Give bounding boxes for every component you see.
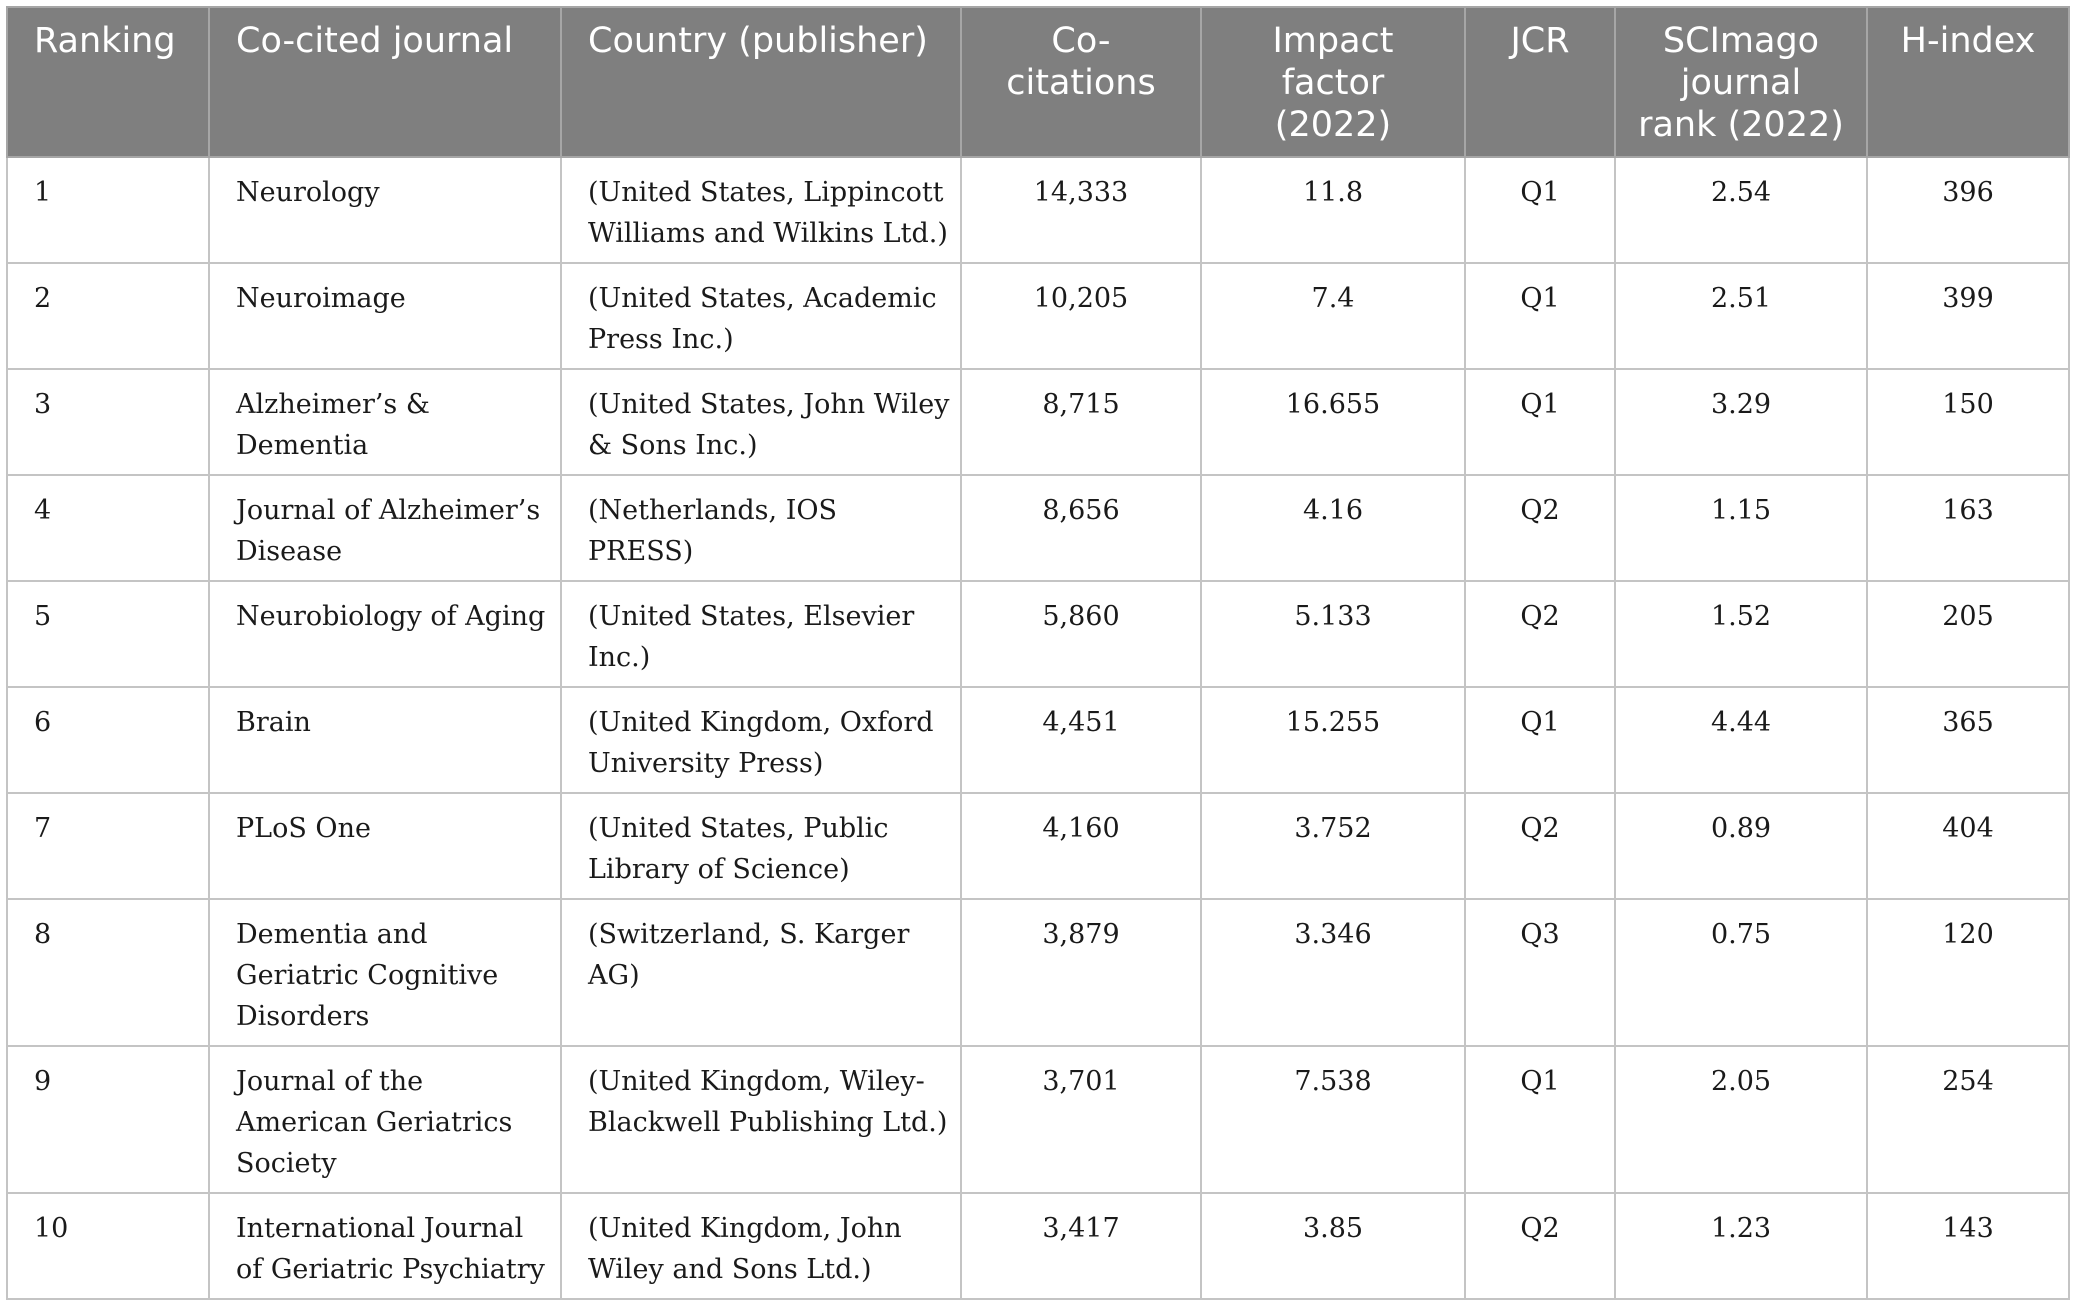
header-country: Country (publisher) (561, 7, 961, 157)
cell-journal: PLoS One (209, 793, 561, 899)
cell-ranking: 9 (7, 1046, 209, 1193)
header-cocitations: Co- citations (961, 7, 1201, 157)
table-row (7, 157, 2069, 263)
cell-ranking: 8 (7, 899, 209, 1046)
cell-jcr: Q1 (1465, 157, 1615, 263)
cell-jcr: Q1 (1465, 263, 1615, 369)
table-row (7, 1046, 2069, 1193)
cell-cocitations: 4,160 (961, 793, 1201, 899)
cell-hindex: 120 (1867, 899, 2069, 1046)
cell-sjr: 4.44 (1615, 687, 1867, 793)
cell-ranking: 2 (7, 263, 209, 369)
cell-impact-factor: 7.538 (1201, 1046, 1465, 1193)
header-jcr: JCR (1465, 7, 1615, 157)
cell-cocitations: 3,701 (961, 1046, 1201, 1193)
cell-hindex: 365 (1867, 687, 2069, 793)
cell-sjr: 2.51 (1615, 263, 1867, 369)
cell-impact-factor: 3.752 (1201, 793, 1465, 899)
cell-hindex: 150 (1867, 369, 2069, 475)
header-row (7, 7, 2069, 157)
cell-cocitations: 4,451 (961, 687, 1201, 793)
table-row (7, 369, 2069, 475)
cell-impact-factor: 3.85 (1201, 1193, 1465, 1299)
cell-hindex: 396 (1867, 157, 2069, 263)
table-row (7, 475, 2069, 581)
cell-country: (United Kingdom, John Wiley and Sons Ltd.) (561, 1193, 961, 1299)
cell-hindex: 205 (1867, 581, 2069, 687)
cell-impact-factor: 3.346 (1201, 899, 1465, 1046)
cell-journal: Journal of the American Geriatrics Society (209, 1046, 561, 1193)
cell-cocitations: 5,860 (961, 581, 1201, 687)
cell-hindex: 404 (1867, 793, 2069, 899)
table-row (7, 263, 2069, 369)
cell-ranking: 3 (7, 369, 209, 475)
cell-ranking: 6 (7, 687, 209, 793)
cell-ranking: 10 (7, 1193, 209, 1299)
cell-ranking: 4 (7, 475, 209, 581)
cell-journal: Neurobiology of Aging (209, 581, 561, 687)
cell-jcr: Q2 (1465, 475, 1615, 581)
cell-hindex: 163 (1867, 475, 2069, 581)
cell-cocitations: 8,656 (961, 475, 1201, 581)
cell-country: (United States, Lippincott Williams and Wilkins Ltd.) (561, 157, 961, 263)
table-row (7, 899, 2069, 1046)
cell-journal: Brain (209, 687, 561, 793)
cell-hindex: 143 (1867, 1193, 2069, 1299)
cell-country: (United Kingdom, Oxford University Press) (561, 687, 961, 793)
cell-country: (Netherlands, IOS PRESS) (561, 475, 961, 581)
cell-cocitations: 14,333 (961, 157, 1201, 263)
cell-jcr: Q1 (1465, 369, 1615, 475)
cell-sjr: 1.15 (1615, 475, 1867, 581)
cell-ranking: 1 (7, 157, 209, 263)
cell-impact-factor: 4.16 (1201, 475, 1465, 581)
header-ranking: Ranking (7, 7, 209, 157)
cell-sjr: 2.54 (1615, 157, 1867, 263)
cell-journal: Neurology (209, 157, 561, 263)
table-body (7, 157, 2069, 1299)
cell-impact-factor: 7.4 (1201, 263, 1465, 369)
header-journal: Co-cited journal (209, 7, 561, 157)
cell-jcr: Q3 (1465, 899, 1615, 1046)
cell-country: (United States, Academic Press Inc.) (561, 263, 961, 369)
cell-impact-factor: 5.133 (1201, 581, 1465, 687)
cell-journal: Journal of Alzheimer’s Disease (209, 475, 561, 581)
cell-country: (United States, Elsevier Inc.) (561, 581, 961, 687)
cell-impact-factor: 16.655 (1201, 369, 1465, 475)
cell-jcr: Q1 (1465, 1046, 1615, 1193)
table-row (7, 793, 2069, 899)
cell-cocitations: 10,205 (961, 263, 1201, 369)
cell-journal: Neuroimage (209, 263, 561, 369)
table-row (7, 1193, 2069, 1299)
header-impact-factor: Impact factor (2022) (1201, 7, 1465, 157)
cocited-journals-table (6, 6, 2070, 1300)
header-sjr: SCImago journal rank (2022) (1615, 7, 1867, 157)
cell-country: (Switzerland, S. Karger AG) (561, 899, 961, 1046)
header-hindex: H-index (1867, 7, 2069, 157)
cell-cocitations: 3,879 (961, 899, 1201, 1046)
cell-ranking: 7 (7, 793, 209, 899)
cell-jcr: Q2 (1465, 1193, 1615, 1299)
cell-sjr: 2.05 (1615, 1046, 1867, 1193)
cell-sjr: 0.75 (1615, 899, 1867, 1046)
cell-impact-factor: 11.8 (1201, 157, 1465, 263)
cell-journal: Alzheimer’s & Dementia (209, 369, 561, 475)
table-row (7, 581, 2069, 687)
cell-sjr: 3.29 (1615, 369, 1867, 475)
cell-country: (United Kingdom, Wiley-Blackwell Publishing Ltd.) (561, 1046, 961, 1193)
cell-country: (United States, John Wiley & Sons Inc.) (561, 369, 961, 475)
cell-country: (United States, Public Library of Science) (561, 793, 961, 899)
cell-journal: International Journal of Geriatric Psychiatry (209, 1193, 561, 1299)
cell-cocitations: 3,417 (961, 1193, 1201, 1299)
cell-sjr: 1.52 (1615, 581, 1867, 687)
cell-ranking: 5 (7, 581, 209, 687)
cell-jcr: Q2 (1465, 581, 1615, 687)
cell-sjr: 0.89 (1615, 793, 1867, 899)
cell-jcr: Q2 (1465, 793, 1615, 899)
cell-hindex: 254 (1867, 1046, 2069, 1193)
cell-impact-factor: 15.255 (1201, 687, 1465, 793)
cell-journal: Dementia and Geriatric Cognitive Disorders (209, 899, 561, 1046)
cell-hindex: 399 (1867, 263, 2069, 369)
cell-jcr: Q1 (1465, 687, 1615, 793)
cell-cocitations: 8,715 (961, 369, 1201, 475)
cell-sjr: 1.23 (1615, 1193, 1867, 1299)
table-row (7, 687, 2069, 793)
